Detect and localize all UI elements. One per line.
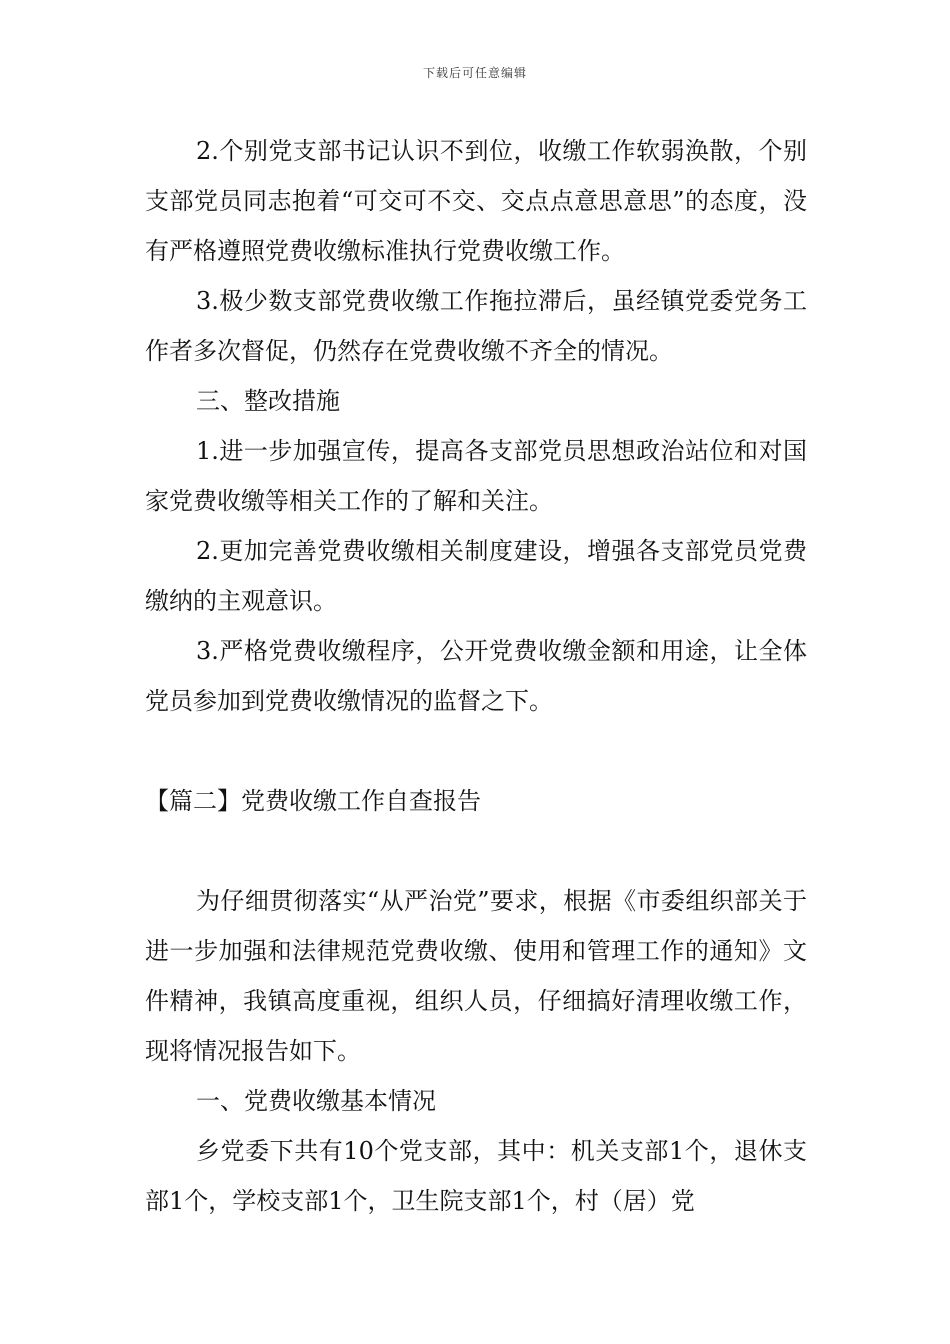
- section-title: 【篇二】党费收缴工作自查报告: [145, 787, 481, 815]
- heading-basic-situation: 一、党费收缴基本情况: [196, 1087, 436, 1115]
- document-body: [145, 126, 807, 1226]
- heading-rectification-measures: 三、整改措施: [196, 387, 340, 415]
- paragraph-issue-2: 2.个别党支部书记认识不到位，收缴工作软弱涣散，个别支部党员同志抱着“可交可不交、交点点意思意思”的态度，没有严格遵照党费收缴标准执行党费收缴工作。: [145, 137, 807, 265]
- paragraph-intro: 为仔细贯彻落实“从严治党”要求，根据《市委组织部关于进一步加强和法律规范党费收缴、使用和管理工作的通知》文件精神，我镇高度重视，组织人员，仔细搞好清理收缴工作，现将情况报告如下。: [145, 887, 807, 1065]
- paragraph-measure-1: 1.进一步加强宣传，提高各支部党员思想政治站位和对国家党费收缴等相关工作的了解和关注。: [145, 437, 807, 515]
- paragraph-branches: 乡党委下共有10个党支部，其中：机关支部1个，退休支部1个，学校支部1个，卫生院支部1个，村（居）党: [145, 1137, 807, 1215]
- paragraph-measure-3: 3.严格党费收缴程序，公开党费收缴金额和用途，让全体党员参加到党费收缴情况的监督之下。: [145, 637, 807, 715]
- paragraph-measure-2: 2.更加完善党费收缴相关制度建设，增强各支部党员党费缴纳的主观意识。: [145, 537, 807, 615]
- page-header: 下载后可任意编辑: [422, 66, 527, 80]
- paragraph-issue-3: 3.极少数支部党费收缴工作拖拉滞后，虽经镇党委党务工作者多次督促，仍然存在党费收缴不齐全的情况。: [145, 287, 807, 365]
